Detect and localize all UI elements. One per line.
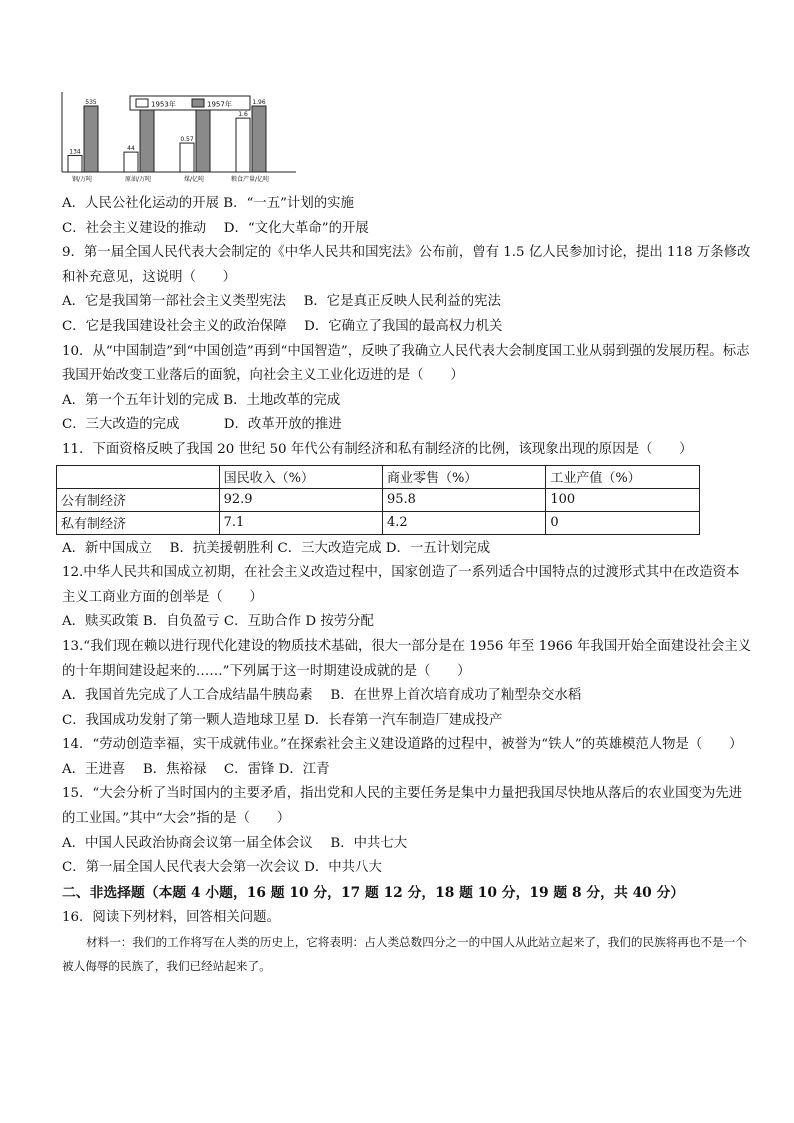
q9-options-ab: A．它是我国第一部社会主义类型宪法 B．它是真正反映人民利益的宪法	[62, 294, 501, 310]
table-header-row	[57, 465, 700, 488]
section-2-title: 二、非选择题（本题 4 小题，16 题 10 分，17 题 12 分，18 题 10 分，19 题 8 分，共 40 分）	[62, 884, 685, 901]
table-cell: 92.9	[219, 488, 382, 511]
q11-options: A．新中国成立 B．抗美援朝胜利 C．三大改造完成 D．一五计划完成	[62, 540, 491, 556]
q13-options-cd: C．我国成功发射了第一颗人造地球卫星 D．长春第一汽车制造厂建成投产	[62, 712, 503, 728]
bar	[140, 106, 154, 172]
table-cell: 私有制经济	[57, 511, 220, 534]
table-cell: 95.8	[382, 488, 545, 511]
legend-swatch	[136, 99, 148, 107]
legend-label: 1953年	[151, 100, 176, 109]
category-label: 原油/万吨	[124, 176, 152, 183]
bar-value-label: 0.57	[180, 136, 194, 144]
q9-stem: 9．第一届全国人民代表大会制定的《中华人民共和国宪法》公布前，曾有 1.5 亿人民参加讨论，提出 118 万条修改和补充意见，这说明（ ）	[62, 245, 751, 285]
bar-value-label: 535	[85, 99, 97, 106]
table-header-cell	[57, 465, 220, 488]
bar-chart-svg	[60, 88, 300, 188]
q12-options: A．赎买政策 B．自负盈亏 C．互助合作 D 按劳分配	[62, 614, 374, 630]
q14-options: A．王进喜 B．焦裕禄 C．雷锋 D．江青	[62, 761, 330, 777]
bar	[68, 155, 82, 172]
q15-stem: 15．“大会分析了当时国内的主要矛盾，指出党和人民的主要任务是集中力量把我国尽快地从落后的农业国变为先进的工业国。”其中“大会”指的是（ ）	[62, 786, 743, 827]
table-row	[57, 488, 700, 511]
bar-value-label: 44	[127, 145, 135, 153]
bar-value-label: 1.6	[238, 111, 248, 119]
legend-swatch	[192, 99, 204, 107]
table-header-cell: 商业零售（%）	[382, 465, 545, 488]
category-label: 粮食产量/亿吨	[230, 176, 270, 183]
table-row	[57, 511, 700, 534]
q10-options-cd: C．三大改造的完成 D．改革开放的推进	[62, 417, 342, 433]
q15-options-cd: C．第一届全国人民代表大会第一次会议 D．中共八大	[62, 860, 382, 876]
table-cell: 公有制经济	[57, 488, 220, 511]
q15-options-ab: A．中国人民政治协商会议第一届全体会议 B．中共七大	[62, 835, 408, 851]
table-header-cell: 工业产值（%）	[546, 465, 700, 488]
q8-options-ab: A．人民公社化运动的开展 B．“一五”计划的实施	[62, 196, 354, 211]
table-cell: 0	[546, 511, 700, 534]
q8-options-cd: C．社会主义建设的推动 D．“文化大革命”的开展	[62, 220, 369, 236]
bar	[196, 106, 210, 172]
q13-stem: 13.“我们现在赖以进行现代化建设的物质技术基础，很大一部分是在 1956 年至 1966 年我国开始全面建设社会主义的十年期间建设起来的……”下列属于这一时期建设成就的是（ ）	[62, 638, 752, 679]
bar	[84, 106, 98, 172]
q11-stem: 11．下面资格反映了我国 20 世纪 50 年代公有制经济和私有制经济的比例，该现象出现的原因是（ ）	[62, 441, 693, 457]
bar	[236, 118, 250, 172]
q13-options-ab: A．我国首先完成了人工合成结晶牛胰岛素 B．在世界上首次培育成功了籼型杂交水稻	[62, 688, 582, 704]
q16-stem: 16．阅读下列材料，回答相关问题。	[62, 909, 280, 925]
legend-label: 1957年	[207, 100, 232, 109]
table-header-cell: 国民收入（%）	[219, 465, 382, 488]
q9-options-cd: C．它是我国建设社会主义的政治保障 D．它确立了我国的最高权力机关	[62, 318, 503, 334]
q10-stem: 10．从“中国制造”到“中国创造”再到“中国智造”，反映了我确立人民代表大会制度国工业从弱到强的发展历程。标志我国开始改变工业落后的面貌，向社会主义工业化迈进的是（ ）	[62, 343, 750, 384]
bar-chart	[60, 88, 300, 188]
category-label: 煤/亿吨	[183, 176, 205, 183]
q10-options-ab: A．第一个五年计划的完成 B．土地改革的完成	[62, 392, 341, 408]
q16-material-1: 材料一：我们的工作将写在人类的历史上，它将表明：占人类总数四分之一的中国人从此站立起来了，我们的民族将再也不是一个被人侮辱的民族了，我们已经站起来了。	[62, 935, 747, 974]
bar	[180, 143, 194, 172]
bar	[252, 106, 266, 172]
table-cell: 4.2	[382, 511, 545, 534]
bar-value-label: 1.96	[252, 99, 266, 106]
q14-stem: 14．“劳动创造幸福，实干成就伟业。”在探索社会主义建设道路的过程中，被誉为“铁人”的英雄模范人物是（ ）	[62, 737, 743, 753]
table-cell: 100	[546, 488, 700, 511]
q12-stem: 12.中华人民共和国成立初期，在社会主义改造过程中，国家创造了一系列适合中国特点的过渡形式其中在改造资本主义工商业方面的创举是（ ）	[62, 565, 740, 605]
category-label: 钢/万吨	[71, 176, 93, 183]
exam-page	[62, 192, 752, 978]
bar-value-label: 134	[69, 148, 81, 156]
bar	[124, 152, 138, 172]
table-cell: 7.1	[219, 511, 382, 534]
economy-ratio-table	[56, 465, 700, 535]
